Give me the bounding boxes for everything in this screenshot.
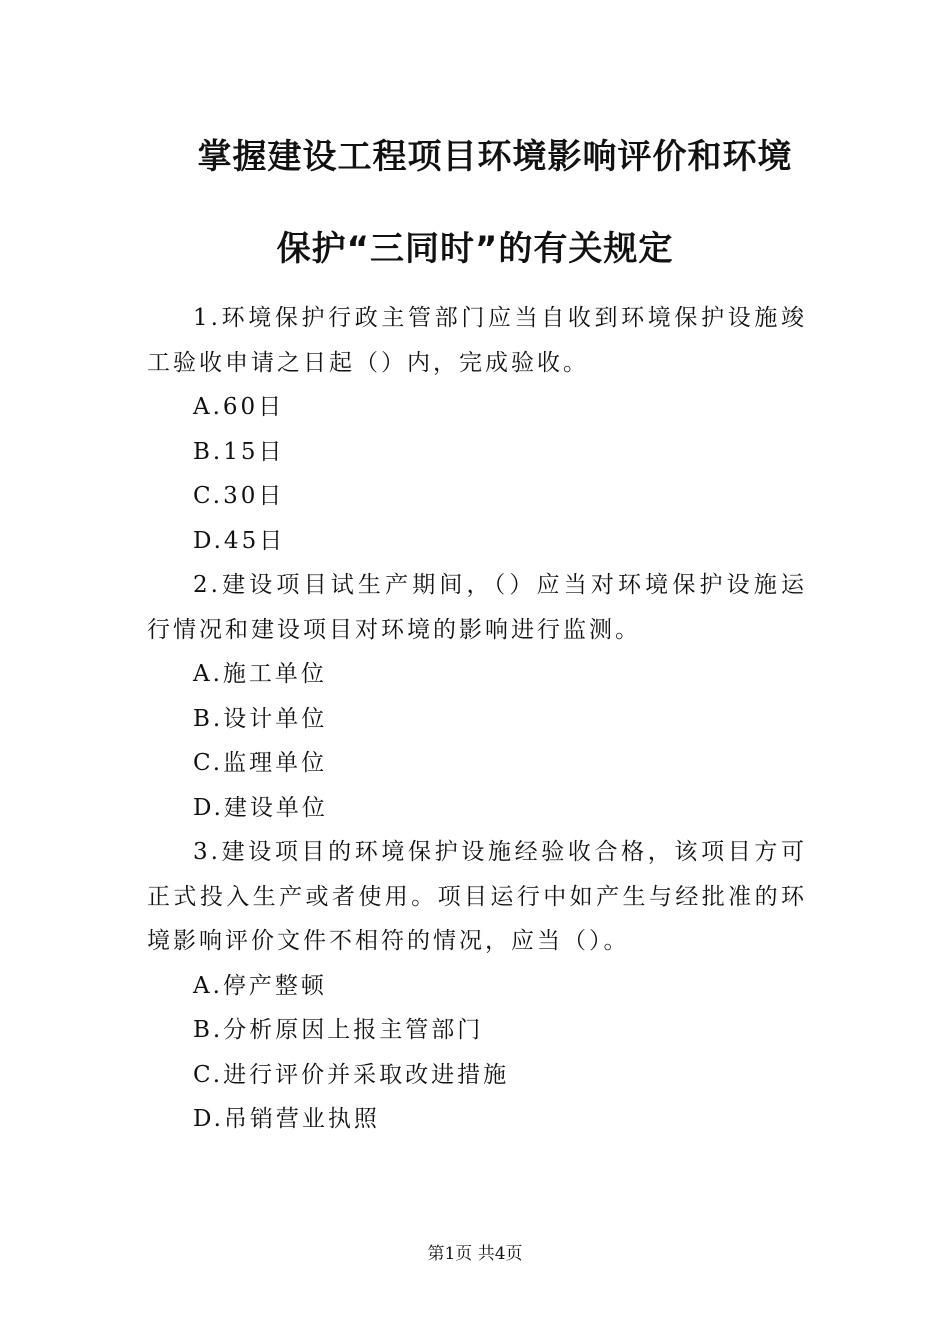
document-body (147, 296, 807, 1142)
page-footer: 第1页 共4页 (427, 1244, 523, 1264)
question-3-option-c: C.进行评价并采取改进措施 (193, 1061, 510, 1088)
question-1-option-d: D.45日 (193, 527, 286, 554)
question-3-option-d: D.吊销营业执照 (193, 1106, 380, 1132)
document-title-line-2: 保护“三同时”的有关规定 (276, 229, 674, 269)
question-2-option-b: B.设计单位 (193, 705, 328, 732)
question-1-option-a: A.60日 (193, 394, 285, 420)
question-2: 2.建设项目试生产期间，（）应当对环境保护设施运行情况和建设项目对环境的影响进行监测。 (147, 572, 807, 643)
document-title-line-1: 掌握建设工程项目环境影响评价和环境 (197, 137, 793, 177)
question-3: 3.建设项目的环境保护设施经验收合格，该项目方可正式投入生产或者使用。项目运行中如产生与经批准的环境影响评价文件不相符的情况，应当（）。 (147, 839, 807, 954)
question-1-option-b: B.15日 (193, 438, 285, 465)
question-1: 1.环境保护行政主管部门应当自收到环境保护设施竣工验收申请之日起（）内，完成验收。 (147, 305, 807, 376)
question-3-option-b: B.分析原因上报主管部门 (193, 1017, 484, 1043)
question-2-option-c: C.监理单位 (193, 750, 328, 776)
question-1-option-c: C.30日 (193, 483, 285, 509)
question-3-option-a: A.停产整顿 (193, 972, 327, 999)
question-2-option-d: D.建设单位 (193, 794, 328, 821)
question-2-option-a: A.施工单位 (193, 661, 327, 687)
